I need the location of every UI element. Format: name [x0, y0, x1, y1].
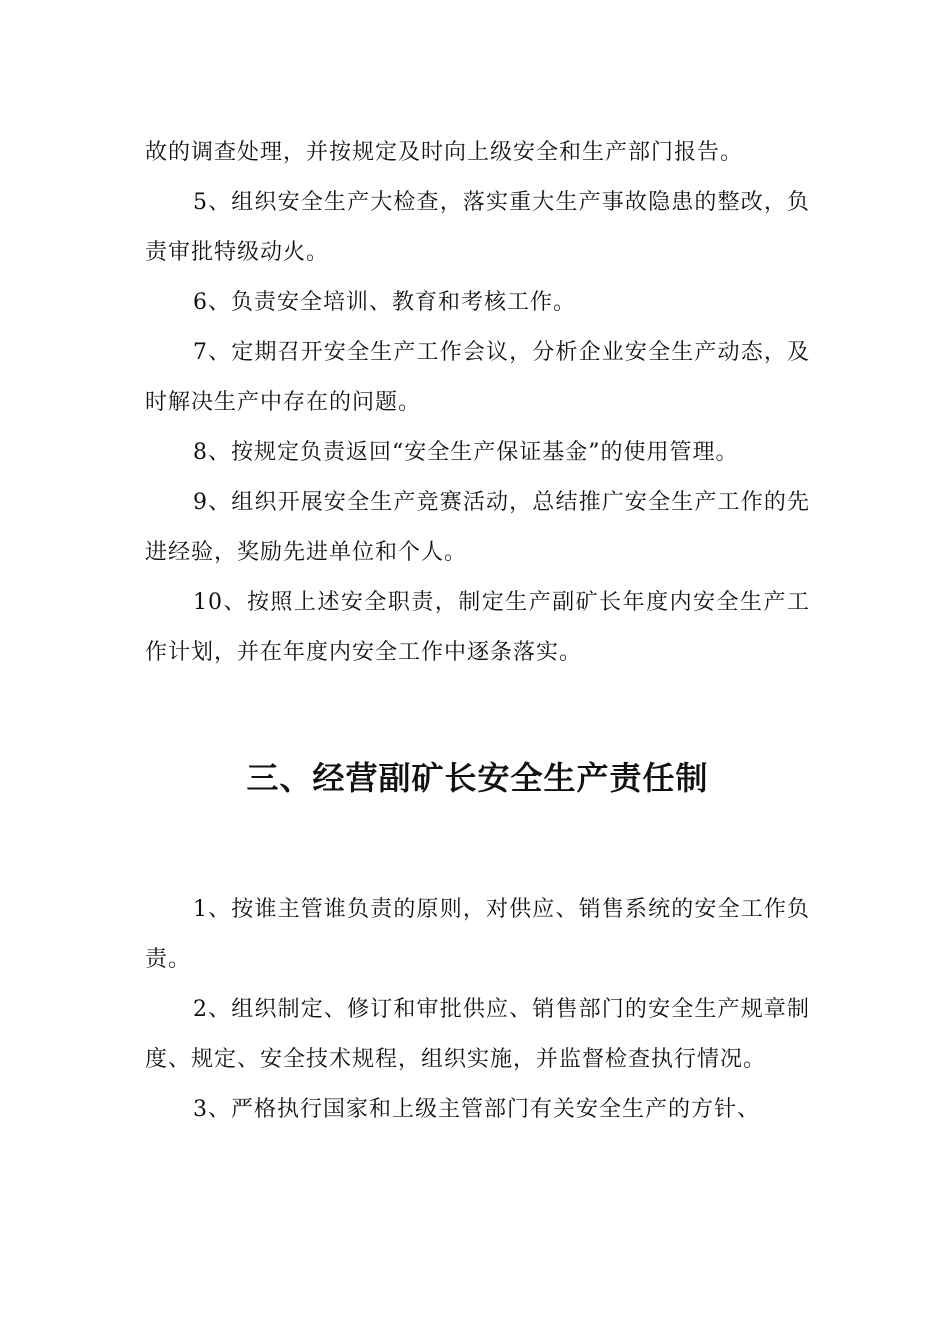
paragraph-item-6: 6、负责安全培训、教育和考核工作。	[193, 290, 576, 315]
paragraph-item-1: 1、按谁主管谁负责的原则，对供应、销售系统的安全工作负责。	[145, 897, 810, 972]
paragraph-continuation: 故的调查处理，并按规定及时向上级安全和生产部门报告。	[145, 140, 744, 165]
paragraph-item-10: 10、按照上述安全职责，制定生产副矿长年度内安全生产工作计划，并在年度内安全工作中逐条落实。	[145, 590, 810, 665]
section-heading: 三、经营副矿长安全生产责任制	[246, 759, 709, 797]
paragraph-item-7: 7、定期召开安全生产工作会议，分析企业安全生产动态，及时解决生产中存在的问题。	[145, 340, 810, 415]
paragraph-item-2: 2、组织制定、修订和审批供应、销售部门的安全生产规章制度、规定、安全技术规程，组织实施，并监督检查执行情况。	[145, 997, 810, 1072]
paragraph-item-8: 8、按规定负责返回“安全生产保证基金”的使用管理。	[193, 440, 739, 465]
paragraph-item-3: 3、严格执行国家和上级主管部门有关安全生产的方针、	[193, 1097, 760, 1122]
section-3-body	[145, 885, 810, 1135]
document-body	[145, 128, 810, 1135]
paragraph-item-9: 9、组织开展安全生产竞赛活动，总结推广安全生产工作的先进经验，奖励先进单位和个人。	[145, 490, 810, 565]
paragraph-item-5: 5、组织安全生产大检查，落实重大生产事故隐患的整改，负责审批特级动火。	[145, 190, 810, 265]
